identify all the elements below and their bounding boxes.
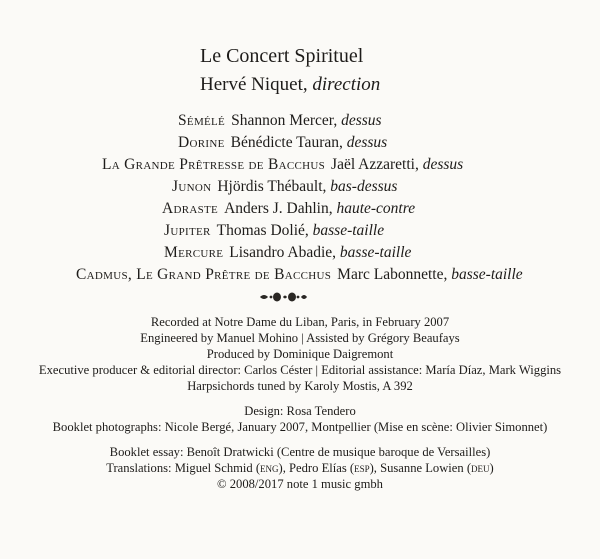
credit-photographs: Booklet photographs: Nicole Bergé, January 2007, Montpellier (Mise en scène: Olivier Simonnet) <box>52 420 548 434</box>
cast-row-cadmus <box>76 264 523 286</box>
credit-recorded: Recorded at Notre Dame du Liban, Paris, in February 2007 <box>150 315 450 329</box>
credit-copyright: © 2008/2017 note 1 music gmbh <box>217 477 383 491</box>
lang-deu: deu <box>471 461 490 475</box>
translations-mid1: ), Pedro Elías ( <box>278 461 355 475</box>
cast-voice: basse-taille <box>339 244 412 261</box>
cast-singer: Hjördis Thébault, <box>217 178 327 195</box>
cast-role: Jupiter <box>164 222 211 239</box>
cast-role: Sémélé <box>178 112 226 129</box>
lang-eng: eng <box>260 461 279 475</box>
cast-singer: Anders J. Dahlin, <box>224 200 333 217</box>
translations-suffix: ) <box>489 461 494 475</box>
cast-voice: dessus <box>346 134 388 151</box>
credit-produced: Produced by Dominique Daigremont <box>206 347 394 361</box>
credits <box>0 314 600 492</box>
cast-row-mercure <box>164 242 411 264</box>
director-name: Hervé Niquet, <box>200 74 308 95</box>
cast-singer: Bénédicte Tauran, <box>230 134 343 151</box>
cast-singer: Jaël Azzaretti, <box>331 156 419 173</box>
cast-voice: basse-taille <box>312 222 385 239</box>
cast-singer: Lisandro Abadie, <box>229 244 337 261</box>
cast-singer: Thomas Dolié, <box>216 222 309 239</box>
credit-harpsichords: Harpsichords tuned by Karoly Mostis, A 392 <box>187 379 413 393</box>
cast-role: Adraste <box>162 200 219 217</box>
cast-voice: basse-taille <box>451 266 523 283</box>
translations-prefix: Translations: Miguel Schmid ( <box>106 461 261 475</box>
cast-voice: dessus <box>422 156 464 173</box>
cast-role: Dorine <box>178 134 225 151</box>
cast-row-semele <box>178 110 382 132</box>
director-role: direction <box>312 74 381 95</box>
cast-role: La Grande Prêtresse de Bacchus <box>102 156 326 173</box>
lang-esp: esp <box>354 461 370 475</box>
cast-role: Cadmus, Le Grand Prêtre de Bacchus <box>76 266 332 283</box>
ensemble-title: Le Concert Spirituel <box>200 45 364 67</box>
credit-engineered: Engineered by Manuel Mohino | Assisted by Grégory Beaufays <box>140 331 460 345</box>
cast-row-junon <box>172 176 397 198</box>
credit-executive: Executive producer & editorial director: Carlos Céster | Editorial assistance: María Díaz, Mark Wiggins <box>38 363 562 377</box>
cast-row-grande-pretresse <box>102 154 463 176</box>
director-line <box>200 73 380 97</box>
cast-role: Mercure <box>164 244 224 261</box>
credit-essay: Booklet essay: Benoît Dratwicki (Centre de musique baroque de Versailles) <box>109 445 491 459</box>
cast-voice: haute-contre <box>336 200 416 217</box>
translations-mid2: ), Susanne Lowien ( <box>369 461 472 475</box>
cast-row-adraste <box>162 198 415 220</box>
credit-design: Design: Rosa Tendero <box>244 404 356 418</box>
cast-role: Junon <box>172 178 212 195</box>
cast-singer: Marc Labonnette, <box>337 266 448 283</box>
vine-ornament-icon <box>258 290 308 304</box>
cast-singer: Shannon Mercer, <box>231 112 338 129</box>
credit-translations <box>0 460 600 476</box>
cast-voice: dessus <box>341 112 382 129</box>
cast-row-dorine <box>178 132 387 154</box>
cast-voice: bas-dessus <box>330 178 398 195</box>
cast-row-jupiter <box>164 220 384 242</box>
